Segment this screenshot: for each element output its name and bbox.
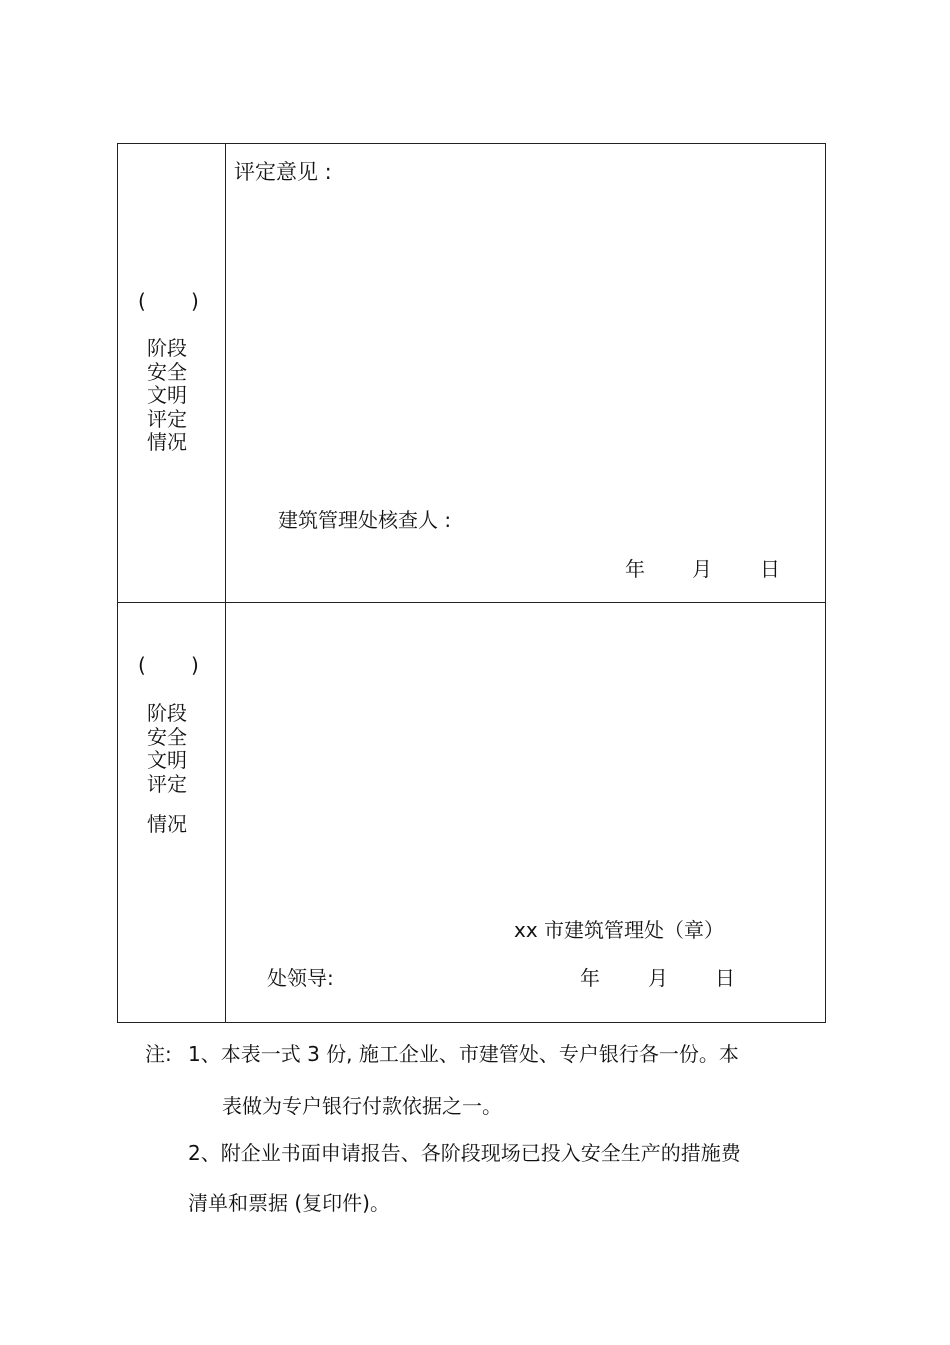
- section2-side-line: 阶段: [147, 701, 187, 725]
- section2-date-month: 月: [648, 966, 668, 990]
- section1-date-year: 年: [625, 557, 645, 581]
- section1-side-line: 评定: [147, 406, 187, 431]
- section1-paren-open: (: [138, 289, 146, 313]
- section2-side-line: 安全: [147, 724, 187, 749]
- section2-side-last: [137, 813, 197, 837]
- notes-prefix: 注:: [145, 1042, 172, 1066]
- opinion-label: 评定意见 :: [234, 160, 332, 184]
- section2-date-year: 年: [580, 966, 600, 990]
- section2-side-line: 评定: [147, 771, 187, 796]
- section2-side-label: [137, 702, 197, 796]
- section2-paren-open: (: [138, 653, 146, 677]
- note-2: 2、附企业书面申请报告、各阶段现场已投入安全生产的措施费: [188, 1141, 741, 1165]
- checker-label: 建筑管理处核查人 :: [278, 508, 452, 532]
- evaluation-form-table: [117, 143, 826, 1023]
- note-1: 1、本表一式 3 份, 施工企业、市建管处、专户银行各一份。本: [188, 1042, 739, 1066]
- section1-side-line: 安全: [147, 359, 187, 384]
- section2-side-line: 情况: [147, 812, 187, 836]
- section1-side-label: [137, 337, 197, 455]
- column-divider: [225, 144, 226, 1022]
- section1-date-day: 日: [760, 557, 780, 581]
- section2-date-day: 日: [715, 966, 735, 990]
- seal-label: xx 市建筑管理处（章）: [514, 918, 725, 942]
- note-1-continued: 表做为专户银行付款依据之一。: [222, 1094, 502, 1118]
- section2-side-line: 文明: [147, 748, 187, 772]
- section1-paren-close: ): [191, 289, 199, 313]
- section1-side-line: 文明: [147, 383, 187, 407]
- note-2-continued: 清单和票据 (复印件)。: [188, 1191, 390, 1215]
- leader-label: 处领导:: [267, 966, 334, 990]
- section2-paren-close: ): [191, 653, 199, 677]
- section1-side-line: 情况: [147, 430, 187, 454]
- section1-side-line: 阶段: [147, 336, 187, 360]
- section1-date-month: 月: [692, 557, 712, 581]
